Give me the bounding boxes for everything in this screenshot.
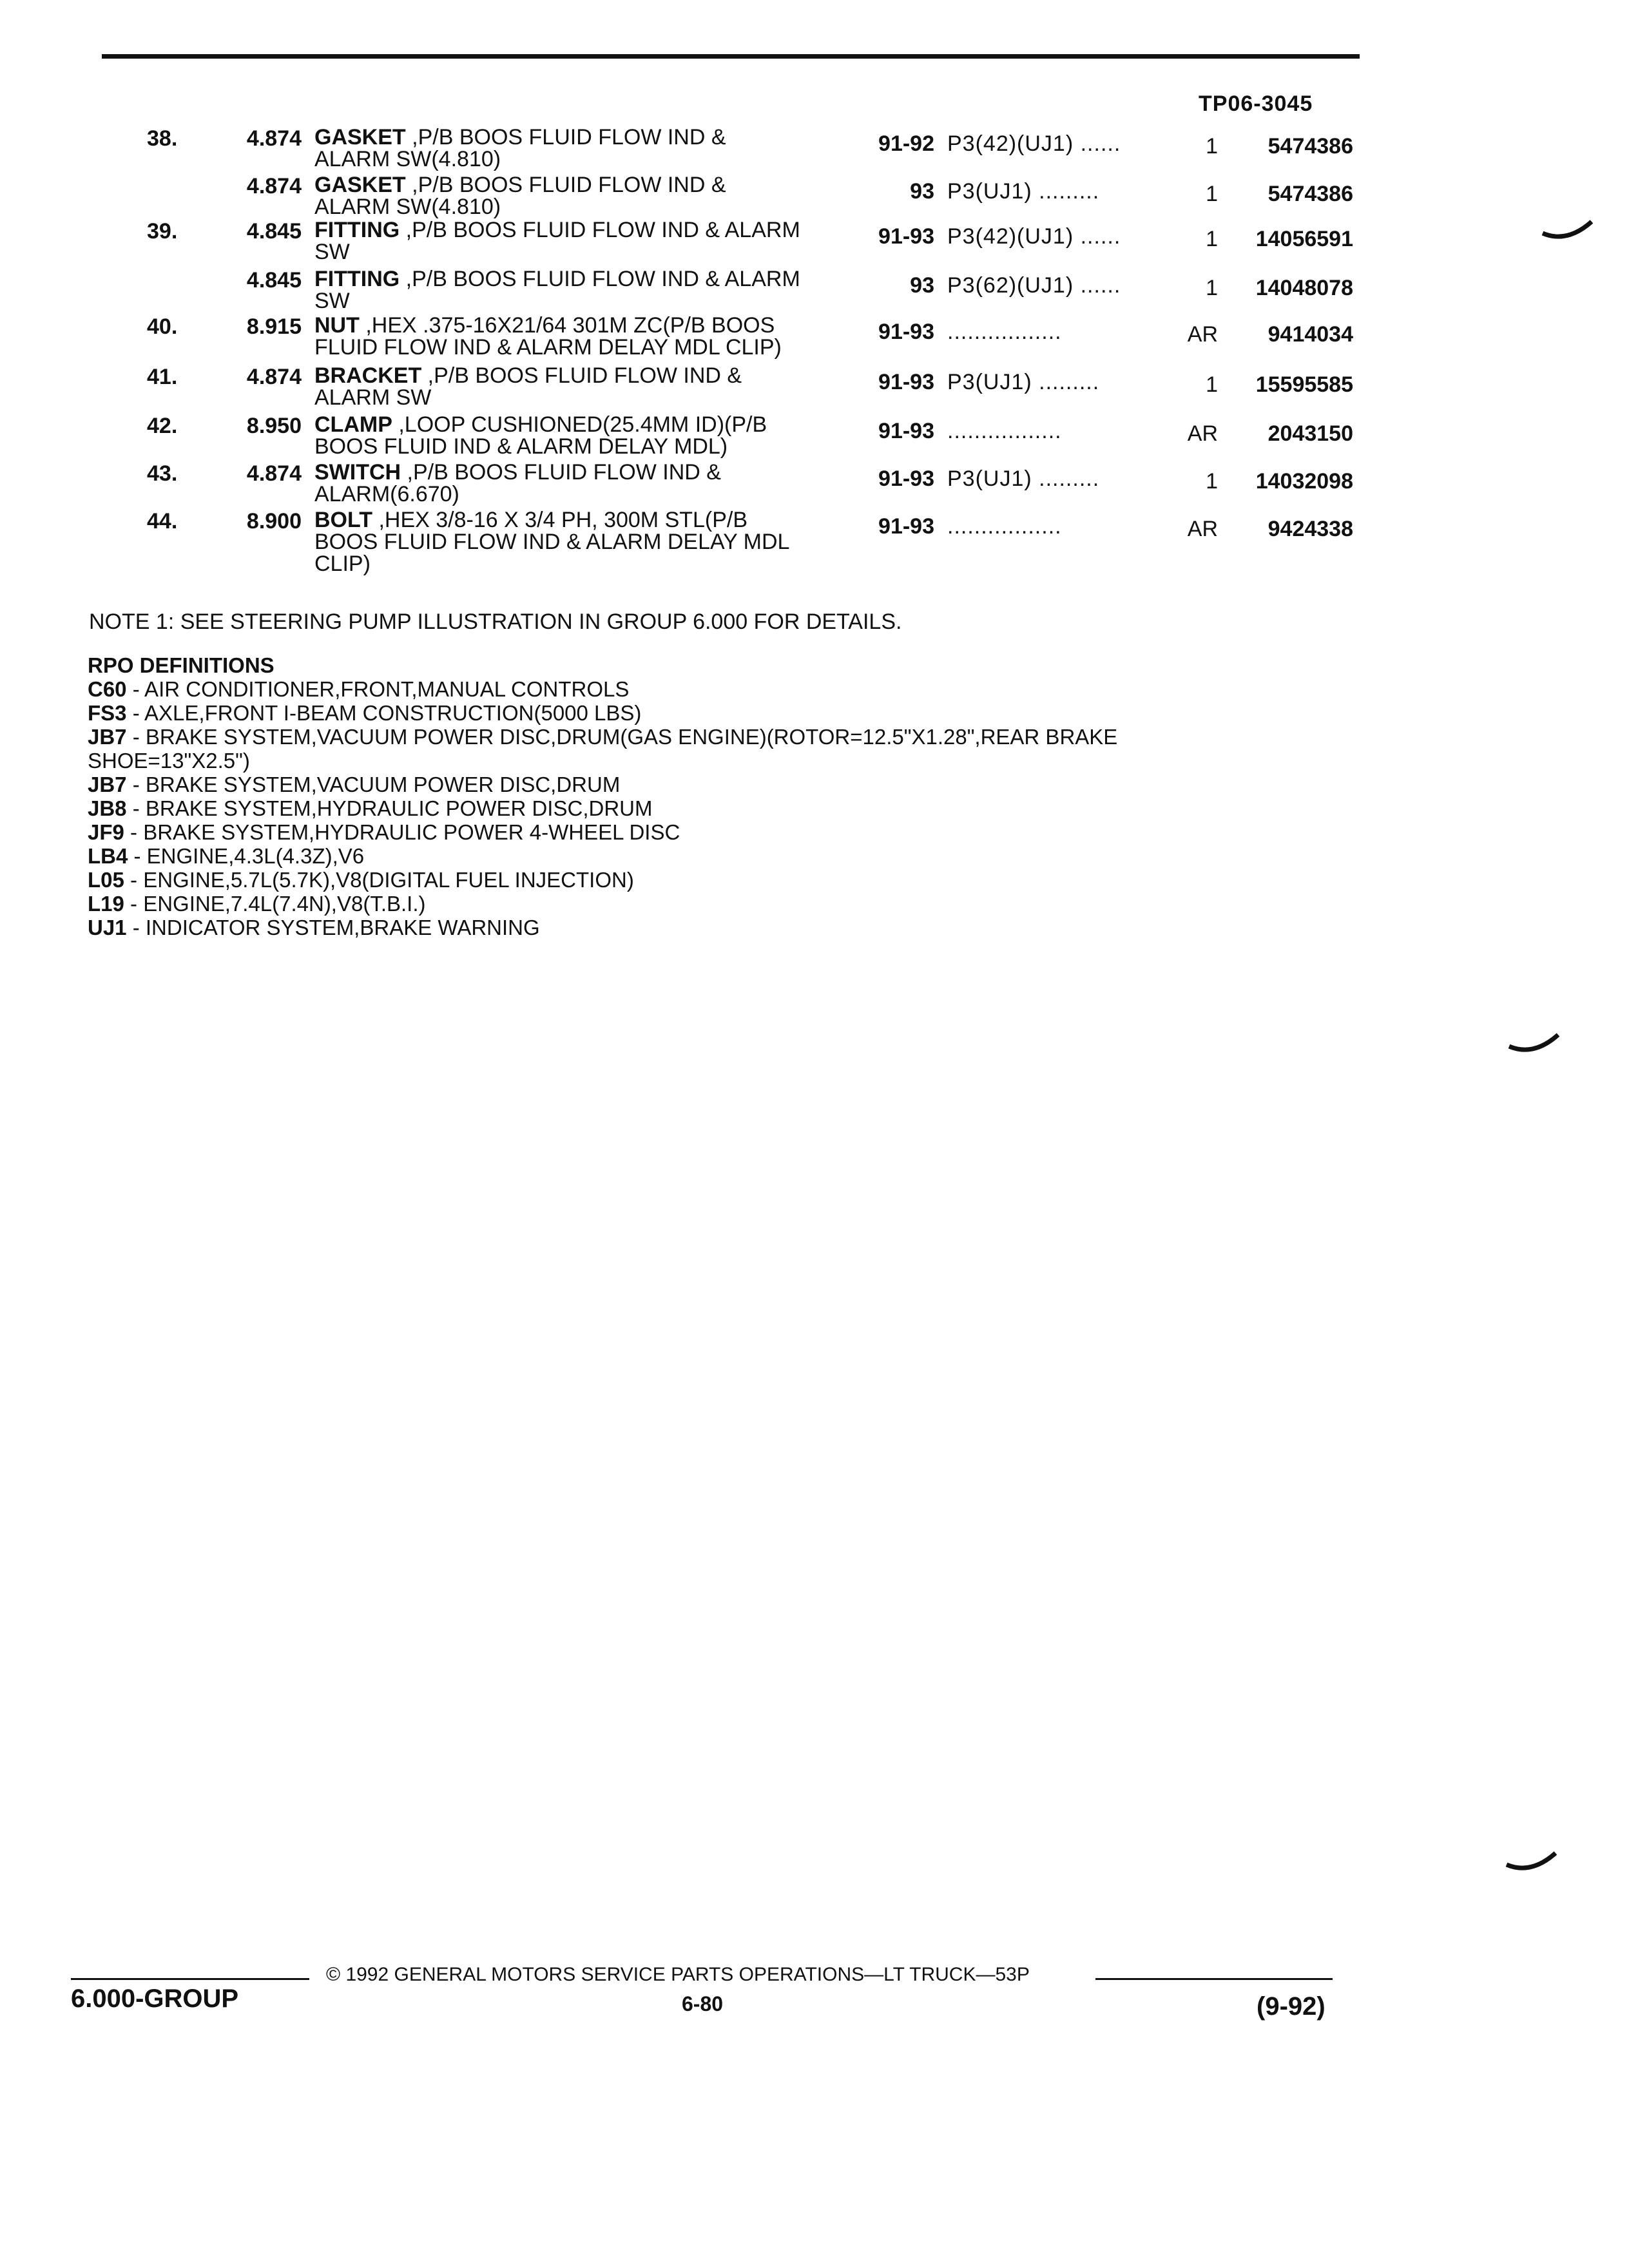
table-row	[0, 314, 1629, 360]
item-number: 41.	[147, 365, 178, 389]
quantity: AR	[1187, 421, 1218, 446]
model-usage: P3(UJ1) .........	[947, 466, 1100, 491]
model-usage: P3(42)(UJ1) ......	[947, 224, 1121, 249]
binding-mark	[1505, 1850, 1557, 1876]
quantity: 1	[1206, 469, 1218, 494]
footer-copyright: © 1992 GENERAL MOTORS SERVICE PARTS OPERATIONS—LT TRUCK—53P	[326, 1964, 1030, 1985]
model-years: 93	[910, 179, 934, 204]
rpo-description: - ENGINE,4.3L(4.3Z),V6	[128, 844, 365, 868]
quantity: 1	[1206, 276, 1218, 300]
part-name: SWITCH	[314, 460, 401, 485]
group-number: 4.874	[246, 126, 302, 151]
model-usage: .................	[947, 320, 1062, 344]
part-description	[314, 314, 856, 358]
model-years: 91-93	[878, 320, 934, 344]
part-name: NUT	[314, 313, 360, 338]
group-number: 8.950	[246, 414, 302, 438]
part-description-line2: SW	[314, 240, 350, 264]
part-description-line2: FLUID FLOW IND & ALARM DELAY MDL CLIP)	[314, 335, 782, 360]
part-description	[314, 268, 856, 312]
table-row	[0, 268, 1629, 313]
part-description	[314, 365, 856, 408]
part-description	[314, 461, 856, 505]
group-number: 8.915	[246, 314, 302, 339]
rpo-description: - AXLE,FRONT I-BEAM CONSTRUCTION(5000 LBS)	[126, 701, 642, 725]
model-years: 91-93	[878, 466, 934, 491]
rpo-description: - BRAKE SYSTEM,VACUUM POWER DISC,DRUM	[126, 773, 621, 796]
quantity: AR	[1187, 517, 1218, 541]
model-years: 91-93	[878, 224, 934, 249]
model-years: 91-93	[878, 370, 934, 394]
table-row	[0, 365, 1629, 410]
part-description-line1: ,HEX 3/8-16 X 3/4 PH, 300M STL(P/B	[372, 508, 748, 532]
footer-rule-right	[1095, 1978, 1333, 1980]
rpo-code: JF9	[88, 820, 124, 844]
part-number: 2043150	[1268, 421, 1353, 446]
rpo-definition	[88, 796, 1260, 820]
table-row	[0, 219, 1629, 264]
part-description-line1: ,P/B BOOS FLUID FLOW IND &	[421, 363, 742, 388]
rpo-description: - ENGINE,7.4L(7.4N),V8(T.B.I.)	[124, 892, 426, 916]
rpo-definitions	[88, 653, 1260, 939]
group-number: 4.874	[246, 365, 302, 389]
group-number: 4.845	[246, 219, 302, 244]
model-years: 91-93	[878, 514, 934, 539]
model-usage: P3(42)(UJ1) ......	[947, 131, 1121, 156]
binding-mark	[1508, 1032, 1559, 1058]
table-row	[0, 508, 1629, 576]
part-name: CLAMP	[314, 412, 392, 437]
rpo-description: - AIR CONDITIONER,FRONT,MANUAL CONTROLS	[126, 677, 630, 701]
table-row	[0, 461, 1629, 506]
quantity: 1	[1206, 227, 1218, 251]
part-number: 14032098	[1255, 469, 1353, 494]
quantity: 1	[1206, 134, 1218, 159]
rpo-description: - INDICATOR SYSTEM,BRAKE WARNING	[126, 916, 540, 939]
rpo-code: JB7	[88, 725, 127, 749]
item-number: 39.	[147, 219, 178, 244]
rpo-definition	[88, 868, 1260, 892]
part-description	[314, 414, 856, 457]
quantity: 1	[1206, 372, 1218, 397]
rpo-definition	[88, 725, 1260, 773]
part-number: 14048078	[1255, 276, 1353, 300]
rpo-definition	[88, 677, 1260, 701]
part-description-line2: ALARM SW(4.810)	[314, 147, 501, 171]
part-description	[314, 126, 856, 170]
model-usage: P3(62)(UJ1) ......	[947, 273, 1121, 298]
group-number: 4.874	[246, 461, 302, 486]
note-text: NOTE 1: SEE STEERING PUMP ILLUSTRATION IN GROUP 6.000 FOR DETAILS.	[89, 610, 902, 634]
part-name: GASKET	[314, 125, 406, 149]
part-name: FITTING	[314, 218, 400, 242]
rpo-description: - BRAKE SYSTEM,VACUUM POWER DISC,DRUM(GAS ENGINE)(ROTOR=12.5"X1.28",REAR BRAKE SHOE=13"X2.5")	[88, 725, 1118, 773]
part-number: 9424338	[1268, 517, 1353, 541]
group-number: 4.874	[246, 174, 302, 198]
part-description-line1: ,P/B BOOS FLUID FLOW IND &	[401, 460, 721, 485]
footer-rule-left	[71, 1978, 309, 1980]
part-number: 5474386	[1268, 182, 1353, 206]
model-usage: .................	[947, 419, 1062, 443]
rpo-code: FS3	[88, 701, 127, 725]
part-description	[314, 509, 856, 575]
rpo-definition	[88, 892, 1260, 916]
group-number: 4.845	[246, 268, 302, 293]
model-years: 91-92	[878, 131, 934, 156]
part-description-line2: ALARM(6.670)	[314, 482, 459, 506]
model-usage: .................	[947, 514, 1062, 539]
quantity: AR	[1187, 322, 1218, 347]
illustration-reference-code: TP06-3045	[1199, 91, 1313, 116]
part-number: 15595585	[1255, 372, 1353, 397]
item-number: 38.	[147, 126, 178, 151]
binding-mark	[1541, 219, 1593, 245]
rpo-code: C60	[88, 677, 127, 701]
rpo-description: - BRAKE SYSTEM,HYDRAULIC POWER DISC,DRUM	[126, 796, 653, 820]
part-description	[314, 174, 856, 218]
part-name: BOLT	[314, 508, 373, 532]
part-number: 9414034	[1268, 322, 1353, 347]
footer-revision-date: (9-92)	[1257, 1992, 1325, 2021]
footer-group-label: 6.000-GROUP	[71, 1984, 239, 2013]
footer-page-number: 6-80	[682, 1992, 724, 2015]
part-name: GASKET	[314, 173, 406, 197]
part-description	[314, 219, 856, 263]
item-number: 40.	[147, 314, 178, 339]
rpo-definition	[88, 916, 1260, 939]
part-description-line2: BOOS FLUID FLOW IND & ALARM DELAY MDL	[314, 530, 790, 554]
part-description-line3: CLIP)	[314, 552, 371, 576]
part-description-line1: ,LOOP CUSHIONED(25.4MM ID)(P/B	[392, 412, 767, 437]
rpo-code: LB4	[88, 844, 128, 868]
part-description-line2: ALARM SW	[314, 385, 432, 410]
rpo-code: UJ1	[88, 916, 127, 939]
item-number: 42.	[147, 414, 178, 438]
header-rule	[102, 54, 1360, 59]
rpo-code: JB8	[88, 796, 127, 820]
part-description-line2: SW	[314, 289, 350, 313]
rpo-code: L05	[88, 868, 124, 892]
rpo-code: JB7	[88, 773, 127, 796]
table-row	[0, 174, 1629, 219]
part-description-line1: ,P/B BOOS FLUID FLOW IND &	[405, 125, 726, 149]
rpo-list	[88, 677, 1260, 939]
part-number: 5474386	[1268, 134, 1353, 159]
item-number: 44.	[147, 509, 178, 533]
part-number: 14056591	[1255, 227, 1353, 251]
table-row	[0, 414, 1629, 459]
rpo-definitions-title: RPO DEFINITIONS	[88, 653, 275, 677]
part-description-line1: ,P/B BOOS FLUID FLOW IND & ALARM	[400, 267, 800, 291]
group-number: 8.900	[246, 509, 302, 533]
rpo-definition	[88, 820, 1260, 844]
part-description-line1: ,P/B BOOS FLUID FLOW IND &	[405, 173, 726, 197]
rpo-definition	[88, 701, 1260, 725]
table-row	[0, 126, 1629, 171]
item-number: 43.	[147, 461, 178, 486]
rpo-definition	[88, 844, 1260, 868]
model-years: 93	[910, 273, 934, 298]
rpo-description: - ENGINE,5.7L(5.7K),V8(DIGITAL FUEL INJECTION)	[124, 868, 634, 892]
rpo-code: L19	[88, 892, 124, 916]
part-description-line1: ,P/B BOOS FLUID FLOW IND & ALARM	[400, 218, 800, 242]
part-description-line2: BOOS FLUID IND & ALARM DELAY MDL)	[314, 434, 728, 459]
part-description-line1: ,HEX .375-16X21/64 301M ZC(P/B BOOS	[359, 313, 775, 338]
rpo-description: - BRAKE SYSTEM,HYDRAULIC POWER 4-WHEEL DISC	[124, 820, 680, 844]
rpo-definition	[88, 773, 1260, 796]
model-usage: P3(UJ1) .........	[947, 370, 1100, 394]
part-name: FITTING	[314, 267, 400, 291]
model-years: 91-93	[878, 419, 934, 443]
quantity: 1	[1206, 182, 1218, 206]
part-name: BRACKET	[314, 363, 422, 388]
part-description-line2: ALARM SW(4.810)	[314, 195, 501, 219]
model-usage: P3(UJ1) .........	[947, 179, 1100, 204]
